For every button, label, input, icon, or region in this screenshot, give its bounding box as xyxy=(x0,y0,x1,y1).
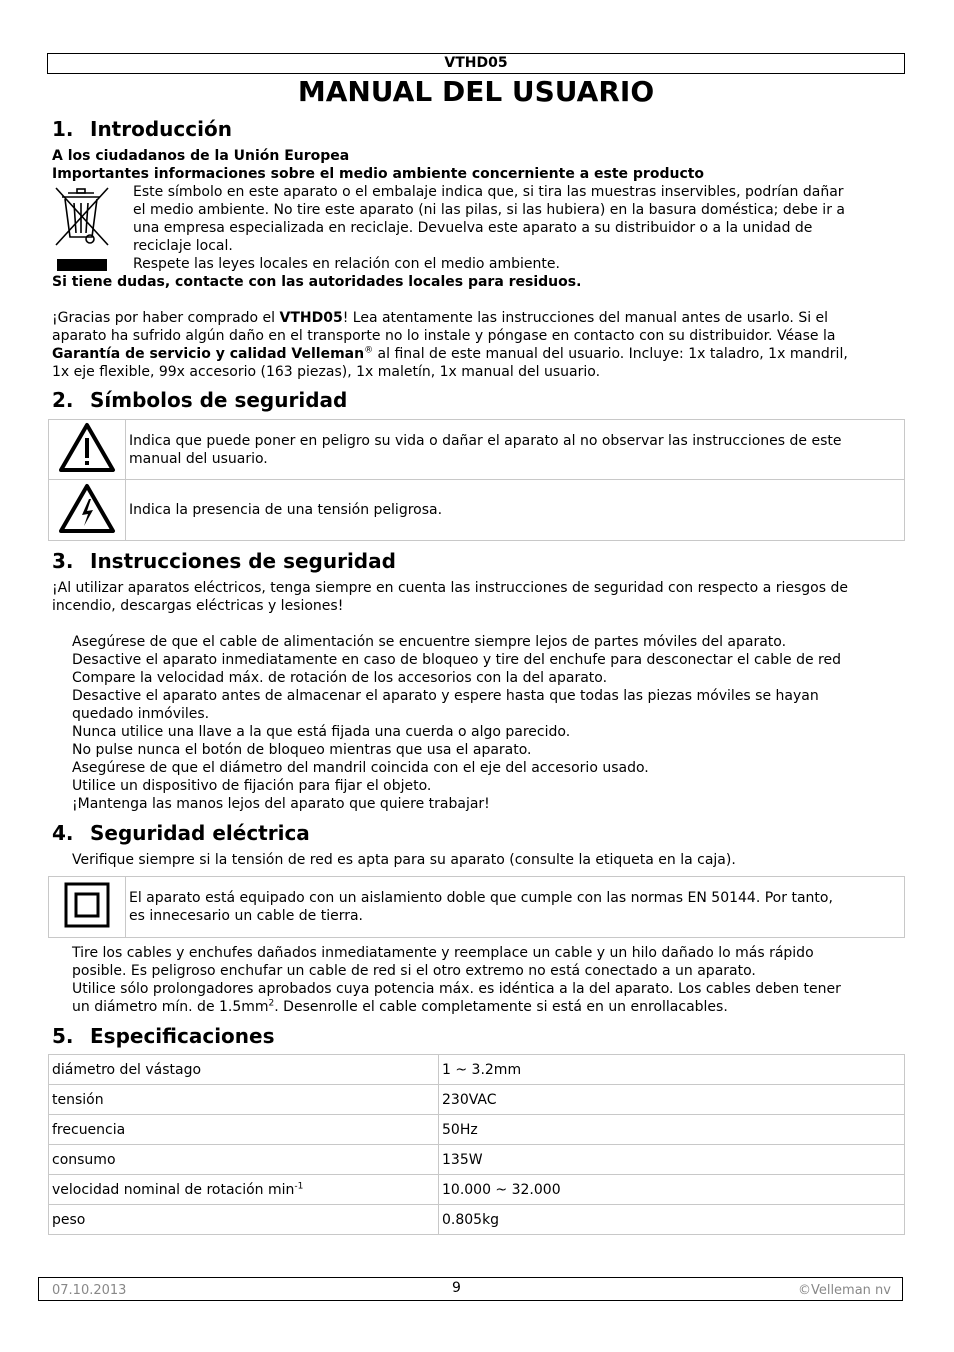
model-header: VTHD05 xyxy=(444,55,508,71)
weee-text: Este símbolo en este aparato o el embalaje indica que, si tira las muestras inservibles, podrían dañar el medio ambiente. No tire este aparato (ni las pilas, si las hubiera) en la basura doméstica; debe ir a una empresa especializada en reciclaje. Devuelva este aparato a su distribuidor o a la unidad de reciclaje local. Respete las leyes locales en relación con el medio ambiente. xyxy=(133,184,845,272)
safety-symbols-table xyxy=(48,419,905,541)
spec-key: frecuencia xyxy=(49,1115,439,1145)
section-1-heading: 1. Introducción xyxy=(52,117,232,141)
section-3-heading: 3. Instrucciones de seguridad xyxy=(52,549,396,573)
list-item: Desactive el aparato antes de almacenar el aparato y espere hasta que todas las piezas móviles se hayan xyxy=(72,688,819,704)
list-item: Utilice un dispositivo de fijación para fijar el objeto. xyxy=(72,778,432,794)
symbol-description: El aparato está equipado con un aislamiento doble que cumple con las normas EN 50144. Por tanto, es innecesario un cable de tierra. xyxy=(126,877,905,938)
table-row xyxy=(49,1175,905,1205)
spec-key: consumo xyxy=(49,1145,439,1175)
specifications-table xyxy=(48,1054,905,1235)
symbol-description: Indica que puede poner en peligro su vida o dañar el aparato al no observar las instrucciones de este manual del usuario. xyxy=(126,420,905,480)
page-number: 9 xyxy=(452,1280,461,1296)
symbol-cell xyxy=(49,420,126,480)
symbol-description: Indica la presencia de una tensión peligrosa. xyxy=(126,480,905,541)
voltage-check-line: Verifique siempre si la tensión de red es apta para su aparato (consulte la etiqueta en la caja). xyxy=(72,852,736,868)
eu-citizens-line: A los ciudadanos de la Unión Europea xyxy=(52,148,350,164)
list-item: Asegúrese de que el cable de alimentación se encuentre siempre lejos de partes móviles del aparato. xyxy=(72,634,787,650)
spec-key: diámetro del vástago xyxy=(49,1055,439,1085)
environment-info-line: Importantes informaciones sobre el medio ambiente concerniente a este producto xyxy=(52,166,705,182)
spec-value: 230VAC xyxy=(439,1085,905,1115)
table-row xyxy=(49,1055,905,1085)
list-item: No pulse nunca el botón de bloqueo mientras que usa el aparato. xyxy=(72,742,532,758)
list-item: ¡Mantenga las manos lejos del aparato que quiere trabajar! xyxy=(72,796,490,812)
cable-instructions: Tire los cables y enchufes dañados inmediatamente y reemplace un cable y un hilo dañado lo más rápido posible. Es peligroso enchufar un cable de red si el otro extremo no está conectado a un aparato. Utilice sólo prolongadores aprobados cuya potencia máx. es idéntica a la del aparato. Los cables deben tener un diámetro mín. de $1.5mm^2$. Desenrolle el cable completamente si está en un enrollacables. xyxy=(72,945,841,1015)
table-row xyxy=(49,1115,905,1145)
list-item: Compare la velocidad máx. de rotación de los accesorios con la del aparato. xyxy=(72,670,608,686)
list-item: quedado inmóviles. xyxy=(72,706,210,722)
spec-value: 0.805kg xyxy=(439,1205,905,1235)
high-voltage-icon xyxy=(58,482,116,534)
spec-value: 10.000 ~ 32.000 xyxy=(439,1175,905,1205)
doubts-line: Si tiene dudas, contacte con las autoridades locales para residuos. xyxy=(52,274,582,290)
table-row xyxy=(49,420,905,480)
thanks-paragraph: ¡Gracias por haber comprado el VTHD05! Lea atentamente las instrucciones del manual antes de usarlo. Si el aparato ha sufrido algún daño en el transporte no lo instale y póngase en contacto con su distribuidor. Véase la Garantía de servicio y calidad Velleman® al final de este manual del usuario. Incluye: 1x taladro, 1x mandril, 1x eje flexible, 99x accesorio (163 piezas), 1x maletín, 1x manual del usuario. xyxy=(52,310,848,380)
weee-bin-icon xyxy=(53,185,111,273)
spec-value: 135W xyxy=(439,1145,905,1175)
table-row xyxy=(49,480,905,541)
safety-instructions-list xyxy=(72,633,907,813)
spec-value: 50Hz xyxy=(439,1115,905,1145)
list-item: Asegúrese de que el diámetro del mandril coincida con el eje del accesorio usado. xyxy=(72,760,649,776)
insulation-table xyxy=(48,876,905,938)
table-row xyxy=(49,1085,905,1115)
table-row xyxy=(49,1205,905,1235)
section-4-heading: 4. Seguridad eléctrica xyxy=(52,821,310,845)
footer-copyright: ©Velleman nv xyxy=(797,1283,891,1298)
section-5-heading: 5. Especificaciones xyxy=(52,1024,275,1048)
footer-date: 07.10.2013 xyxy=(52,1283,127,1298)
spec-key: tensión xyxy=(49,1085,439,1115)
page-title: MANUAL DEL USUARIO xyxy=(297,75,655,108)
symbol-cell xyxy=(49,877,126,938)
double-insulation-icon xyxy=(64,882,110,928)
section-2-heading: 2. Símbolos de seguridad xyxy=(52,388,348,412)
safety-intro: ¡Al utilizar aparatos eléctricos, tenga siempre en cuenta las instrucciones de seguridad con respecto a riesgos de incendio, descargas eléctricas y lesiones! xyxy=(52,580,848,614)
symbol-cell xyxy=(49,480,126,541)
spec-key: velocidad nominal de rotación $\min^{-1}$ xyxy=(49,1175,439,1205)
warning-exclamation-icon xyxy=(58,421,116,473)
spec-key: peso xyxy=(49,1205,439,1235)
spec-value: 1 ~ 3.2mm xyxy=(439,1055,905,1085)
list-item: Desactive el aparato inmediatamente en caso de bloqueo y tire del enchufe para desconectar el cable de red xyxy=(72,652,841,668)
footer-box xyxy=(38,1277,903,1301)
table-row xyxy=(49,1145,905,1175)
table-row xyxy=(49,877,905,938)
list-item: Nunca utilice una llave a la que está fijada una cuerda o algo parecido. xyxy=(72,724,571,740)
